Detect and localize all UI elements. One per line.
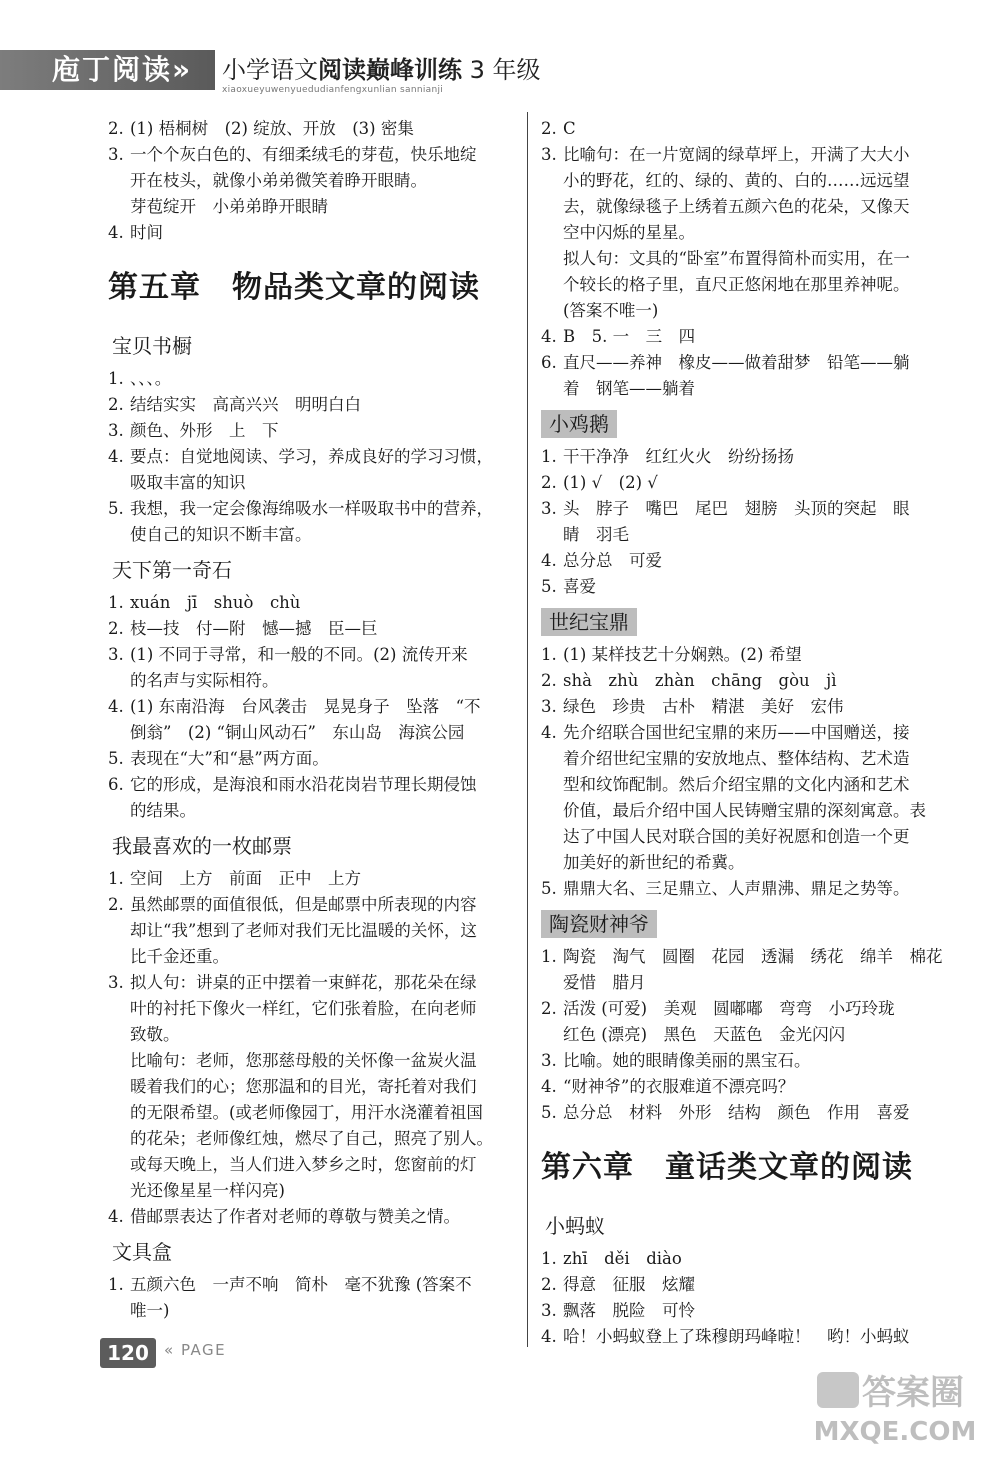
answer-item bbox=[108, 970, 513, 1204]
answer-number: 1. bbox=[108, 369, 124, 388]
answer-line: 比喻。她的眼睛像美丽的黑宝石。 bbox=[563, 1051, 811, 1070]
answer-number: 3. bbox=[108, 973, 124, 992]
answer-number: 3. bbox=[108, 645, 124, 664]
answer-number: 4. bbox=[108, 447, 124, 466]
section-title: 陶瓷财神爷 bbox=[541, 910, 657, 938]
answer-item bbox=[108, 892, 513, 970]
answer-line: 一个个灰白色的、有细柔绒毛的芽苞，快乐地绽 bbox=[130, 145, 477, 164]
answer-line: 的名声与实际相符。 bbox=[130, 671, 279, 690]
answer-line: 或每天晚上，当人们进入梦乡之时，您窗前的灯 bbox=[130, 1155, 477, 1174]
answer-number: 5. bbox=[108, 749, 124, 768]
answer-line: shà zhù zhàn chāng gòu jì bbox=[563, 671, 837, 690]
answer-item bbox=[541, 116, 946, 142]
answer-number: 3. bbox=[108, 145, 124, 164]
answer-line: 头 脖子 嘴巴 尾巴 翅膀 头顶的突起 眼 bbox=[563, 499, 910, 518]
answer-item bbox=[108, 642, 513, 694]
book-title-bold: 阅读巅峰训练 bbox=[318, 56, 462, 84]
answer-section bbox=[108, 548, 513, 590]
brand-banner bbox=[0, 50, 215, 90]
book-title-grade: 3 年级 bbox=[469, 56, 541, 84]
answer-number: 2. bbox=[108, 895, 124, 914]
answer-line: 光还像星星一样闪亮) bbox=[130, 1181, 285, 1200]
brand-name: 庖丁阅读» bbox=[52, 53, 193, 86]
answer-number: 1. bbox=[541, 447, 557, 466]
answer-line: 红色 (漂亮) 黑色 天蓝色 金光闪闪 bbox=[563, 1025, 846, 1044]
answer-item bbox=[108, 746, 513, 772]
answer-line: 绿色 珍贵 古朴 精湛 美好 宏伟 bbox=[563, 697, 844, 716]
answer-item bbox=[108, 772, 513, 824]
answer-line: xuán jī shuò chù bbox=[130, 593, 301, 612]
answer-item bbox=[541, 142, 946, 324]
answer-line: zhī děi diào bbox=[563, 1249, 682, 1268]
left-column bbox=[108, 116, 513, 1324]
answer-line: 活泼 (可爱) 美观 圆嘟嘟 弯弯 小巧玲珑 bbox=[563, 999, 895, 1018]
answer-number: 1. bbox=[108, 1275, 124, 1294]
section-title: 文具盒 bbox=[112, 1240, 172, 1264]
answer-item bbox=[541, 324, 946, 350]
answer-line: C bbox=[563, 119, 576, 138]
answer-number: 2. bbox=[541, 119, 557, 138]
answer-number: 4. bbox=[541, 1327, 557, 1346]
answer-number: 2. bbox=[108, 119, 124, 138]
answer-item bbox=[108, 694, 513, 746]
answer-line: 五颜六色 一声不响 简朴 毫不犹豫 (答案不 bbox=[130, 1275, 472, 1294]
answer-line: 飘落 脱险 可怜 bbox=[563, 1301, 695, 1320]
answer-section bbox=[541, 902, 946, 944]
answer-line: 表现在“大”和“悬”两方面。 bbox=[130, 749, 329, 768]
answer-line: 拟人句：文具的“卧室”布置得简朴而实用，在一 bbox=[563, 249, 910, 268]
answer-line: “财神爷”的衣服难道不漂亮吗？ bbox=[563, 1077, 795, 1096]
answer-number: 1. bbox=[541, 947, 557, 966]
answer-number: 2. bbox=[541, 671, 557, 690]
section-title: 宝贝书橱 bbox=[112, 334, 192, 358]
answer-number: 4. bbox=[108, 697, 124, 716]
answer-item bbox=[541, 548, 946, 574]
answer-line: 时间 bbox=[130, 223, 163, 242]
answer-line: 吸取丰富的知识 bbox=[130, 473, 246, 492]
book-title bbox=[222, 50, 541, 85]
answer-section bbox=[108, 1230, 513, 1272]
answer-line: 颜色、外形 上 下 bbox=[130, 421, 279, 440]
answer-item bbox=[541, 1100, 946, 1126]
answer-item bbox=[541, 1048, 946, 1074]
answer-line: (答案不唯一) bbox=[563, 301, 659, 320]
answer-number: 4. bbox=[541, 551, 557, 570]
section-title: 我最喜欢的一枚邮票 bbox=[112, 834, 292, 858]
section-title: 小蚂蚁 bbox=[545, 1214, 605, 1238]
answer-line: 叶的衬托下像火一样红，它们张着脸，在向老师 bbox=[130, 999, 477, 1018]
page-label: « PAGE bbox=[164, 1341, 227, 1359]
answer-line: 爱惜 腊月 bbox=[563, 973, 646, 992]
answer-number: 2. bbox=[541, 1275, 557, 1294]
answer-number: 3. bbox=[541, 1301, 557, 1320]
answer-number: 3. bbox=[541, 145, 557, 164]
answer-number: 6. bbox=[108, 775, 124, 794]
answer-number: 3. bbox=[541, 697, 557, 716]
answer-item bbox=[108, 366, 513, 392]
answer-number: 4. bbox=[541, 1077, 557, 1096]
answer-line: (1) √ (2) √ bbox=[563, 473, 658, 492]
answer-line: 达了中国人民对联合国的美好祝愿和创造一个更 bbox=[563, 827, 910, 846]
answer-number: 1. bbox=[108, 869, 124, 888]
answer-line: 总分总 材料 外形 结构 颜色 作用 喜爱 bbox=[563, 1103, 910, 1122]
answer-item bbox=[541, 574, 946, 600]
answer-line: 使自己的知识不断丰富。 bbox=[130, 525, 312, 544]
answer-item bbox=[541, 470, 946, 496]
answer-number: 3. bbox=[108, 421, 124, 440]
answer-line: 喜爱 bbox=[563, 577, 596, 596]
answer-item bbox=[108, 1204, 513, 1230]
answer-line: 着介绍世纪宝鼎的安放地点、整体结构、艺术造 bbox=[563, 749, 910, 768]
answer-item bbox=[108, 116, 513, 142]
book-title-pinyin: xiaoxueyuwenyuedudianfengxunlian sannianji bbox=[222, 85, 444, 95]
answer-number: 5. bbox=[541, 1103, 557, 1122]
section-title: 世纪宝鼎 bbox=[541, 608, 637, 636]
answer-line: 价值，最后介绍中国人民铸赠宝鼎的深刻寓意。表 bbox=[563, 801, 926, 820]
answer-line: 空间 上方 前面 正中 上方 bbox=[130, 869, 361, 888]
answer-item bbox=[541, 694, 946, 720]
answer-line: 型和纹饰配制。然后介绍宝鼎的文化内涵和艺术 bbox=[563, 775, 910, 794]
answer-line: 比喻句：在一片宽阔的绿草坪上，开满了大大小 bbox=[563, 145, 910, 164]
answer-line: 它的形成，是海浪和雨水沿花岗岩节理长期侵蚀 bbox=[130, 775, 477, 794]
answer-section bbox=[541, 402, 946, 444]
answer-line: 的无限希望。(或老师像园丁，用汗水浇灌着祖国 bbox=[130, 1103, 483, 1122]
watermark-logo bbox=[813, 1368, 978, 1450]
answer-item bbox=[541, 668, 946, 694]
answer-number: 2. bbox=[541, 999, 557, 1018]
section-title: 小鸡鹅 bbox=[541, 410, 617, 438]
answer-line: 哈！小蚂蚁登上了珠穆朗玛峰啦！ 哟！小蚂蚁 bbox=[563, 1327, 910, 1346]
answer-item bbox=[541, 642, 946, 668]
answer-line: 着 钢笔——躺着 bbox=[563, 379, 695, 398]
answer-item bbox=[541, 720, 946, 876]
answer-number: 4. bbox=[108, 1207, 124, 1226]
answer-line: 空中闪烁的星星。 bbox=[563, 223, 695, 242]
answer-number: 3. bbox=[541, 1051, 557, 1070]
answer-item bbox=[108, 866, 513, 892]
answer-number: 5. bbox=[541, 879, 557, 898]
answer-section bbox=[108, 324, 513, 366]
answer-line: 拟人句：讲桌的正中摆着一束鲜花，那花朵在绿 bbox=[130, 973, 477, 992]
answer-line: 致敬。 bbox=[130, 1025, 180, 1044]
answer-line: 虽然邮票的面值很低，但是邮票中所表现的内容 bbox=[130, 895, 477, 914]
answer-line: 暖着我们的心；您那温和的目光，寄托着对我们 bbox=[130, 1077, 477, 1096]
answer-item bbox=[108, 418, 513, 444]
answer-number: 1. bbox=[541, 645, 557, 664]
answer-item bbox=[108, 220, 513, 246]
answer-number: 1. bbox=[108, 593, 124, 612]
answer-item bbox=[541, 1246, 946, 1272]
answer-item bbox=[541, 1324, 946, 1350]
answer-number: 2. bbox=[108, 395, 124, 414]
answer-line: 直尺——养神 橡皮——做着甜梦 铅笔——躺 bbox=[563, 353, 910, 372]
answer-number: 5. bbox=[108, 499, 124, 518]
page-number: 120 bbox=[100, 1338, 156, 1368]
answer-line: 得意 征服 炫耀 bbox=[563, 1275, 695, 1294]
answer-item bbox=[541, 1074, 946, 1100]
answer-item bbox=[541, 996, 946, 1048]
answer-line: B 5. 一 三 四 bbox=[563, 327, 696, 346]
chapter-heading: 第五章 物品类文章的阅读 bbox=[108, 270, 480, 305]
answer-item bbox=[541, 876, 946, 902]
answer-number: 6. bbox=[541, 353, 557, 372]
answer-line: 总分总 可爱 bbox=[563, 551, 662, 570]
answer-line: 先介绍联合国世纪宝鼎的来历——中国赠送，接 bbox=[563, 723, 910, 742]
column-divider bbox=[527, 112, 528, 1347]
answer-item bbox=[541, 1272, 946, 1298]
answer-line: (1) 东南沿海 台风袭击 晃晃身子 坠落 “不 bbox=[130, 697, 481, 716]
answer-item bbox=[108, 1272, 513, 1324]
watermark-badge bbox=[817, 1372, 859, 1408]
answer-section bbox=[541, 1204, 946, 1246]
answer-line: 加美好的新世纪的希冀。 bbox=[563, 853, 745, 872]
answer-number: 1. bbox=[541, 1249, 557, 1268]
watermark-line1: 答案圈 bbox=[862, 1373, 964, 1413]
answer-item bbox=[108, 496, 513, 548]
answer-item bbox=[108, 142, 513, 220]
answer-item bbox=[108, 616, 513, 642]
answer-line: 借邮票表达了作者对老师的尊敬与赞美之情。 bbox=[130, 1207, 460, 1226]
answer-line: 睛 羽毛 bbox=[563, 525, 629, 544]
answer-line: 小的野花，红的、绿的、黄的、白的……远远望 bbox=[563, 171, 910, 190]
answer-line: 倒翁” (2) “铜山风动石” 东山岛 海滨公园 bbox=[130, 723, 465, 742]
answer-line: 干干净净 红红火火 纷纷扬扬 bbox=[563, 447, 794, 466]
answer-number: 4. bbox=[108, 223, 124, 242]
answer-number: 2. bbox=[541, 473, 557, 492]
answer-number: 3. bbox=[541, 499, 557, 518]
answer-line: (1) 梧桐树 (2) 绽放、开放 (3) 密集 bbox=[130, 119, 414, 138]
answer-section bbox=[541, 600, 946, 642]
page-header bbox=[0, 0, 1000, 110]
answer-item bbox=[108, 392, 513, 418]
answer-number: 4. bbox=[541, 327, 557, 346]
answer-line: 比千金还重。 bbox=[130, 947, 229, 966]
answer-line: (1) 不同于寻常，和一般的不同。(2) 流传开来 bbox=[130, 645, 468, 664]
book-title-prefix: 小学语文 bbox=[222, 56, 318, 84]
answer-item bbox=[108, 590, 513, 616]
answer-line: 芽苞绽开 小弟弟睁开眼睛 bbox=[130, 197, 328, 216]
answer-line: 开在枝头，就像小弟弟微笑着睁开眼睛。 bbox=[130, 171, 427, 190]
answer-item bbox=[541, 350, 946, 402]
answer-number: 2. bbox=[108, 619, 124, 638]
answer-line: (1) 某样技艺十分娴熟。(2) 希望 bbox=[563, 645, 802, 664]
section-title: 天下第一奇石 bbox=[112, 558, 232, 582]
answer-line: 我想，我一定会像海绵吸水一样吸取书中的营养， bbox=[130, 499, 493, 518]
answer-number: 5. bbox=[541, 577, 557, 596]
chapter-heading: 第六章 童话类文章的阅读 bbox=[541, 1150, 913, 1185]
answer-line: 枝—技 付—附 憾—撼 臣—巨 bbox=[130, 619, 378, 638]
answer-line: 、、、。 bbox=[130, 369, 172, 388]
answer-item bbox=[541, 444, 946, 470]
answer-line: 要点：自觉地阅读、学习，养成良好的学习习惯， bbox=[130, 447, 493, 466]
answer-item bbox=[108, 444, 513, 496]
answer-line: 唯一) bbox=[130, 1301, 170, 1320]
answer-section bbox=[108, 824, 513, 866]
answer-line: 鼎鼎大名、三足鼎立、人声鼎沸、鼎足之势等。 bbox=[563, 879, 910, 898]
answer-line: 个较长的格子里，直尺正悠闲地在那里养神呢。 bbox=[563, 275, 910, 294]
answer-line: 陶瓷 淘气 圆圈 花园 透漏 绣花 绵羊 棉花 bbox=[563, 947, 943, 966]
answer-item bbox=[541, 1298, 946, 1324]
watermark-line2: MXQE.COM bbox=[813, 1417, 977, 1447]
answer-line: 结结实实 高高兴兴 明明白白 bbox=[130, 395, 361, 414]
answer-line: 却让“我”想到了老师对我们无比温暖的关怀，这 bbox=[130, 921, 477, 940]
answer-line: 的结果。 bbox=[130, 801, 196, 820]
answer-item bbox=[541, 944, 946, 996]
answer-item bbox=[541, 496, 946, 548]
answer-line: 比喻句：老师，您那慈母般的关怀像一盆炭火温 bbox=[130, 1051, 477, 1070]
right-column bbox=[541, 116, 946, 1350]
answer-number: 4. bbox=[541, 723, 557, 742]
answer-line: 的花朵；老师像红烛，燃尽了自己，照亮了别人。 bbox=[130, 1129, 493, 1148]
answer-line: 去，就像绿毯子上绣着五颜六色的花朵，又像天 bbox=[563, 197, 910, 216]
